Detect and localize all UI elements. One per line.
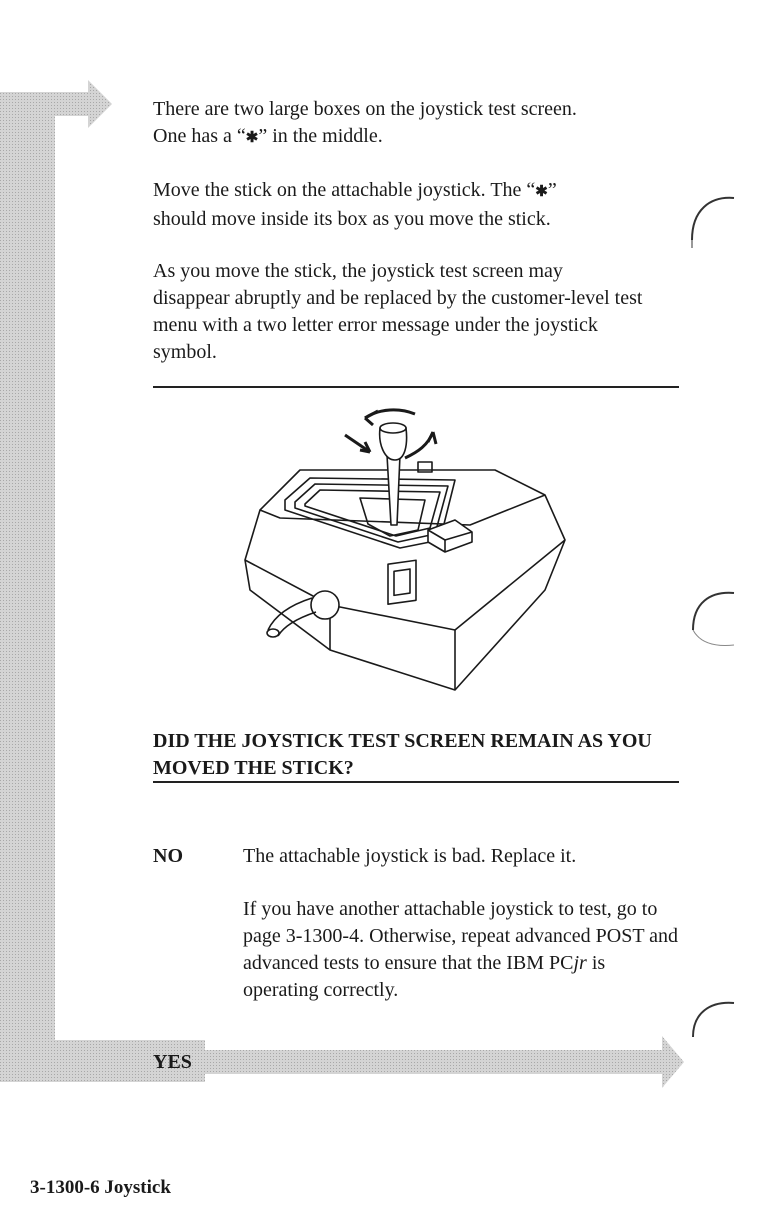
page-footer: 3-1300-6 Joystick	[30, 1177, 171, 1198]
binder-tab-top	[690, 190, 740, 250]
flow-arrow-top	[0, 80, 112, 1082]
joystick-switch	[388, 560, 416, 604]
answer-no-label: NO	[153, 845, 183, 867]
paragraph-error-message: As you move the stick, the joystick test screen may disappear abruptly and be replaced by the customer-level test menu with a two letter error message under the joystick symbol.	[153, 260, 643, 363]
paragraph-boxes: There are two large boxes on the joystick test screen. One has a “✱” in the middle.	[153, 98, 577, 147]
divider-question	[153, 781, 679, 783]
answer-no-text: The attachable joystick is bad. Replace it.	[243, 845, 577, 867]
binder-tab-bottom	[690, 995, 740, 1045]
joystick-illustration	[240, 400, 580, 700]
divider-top	[153, 386, 679, 388]
question-heading: DID THE JOYSTICK TEST SCREEN REMAIN AS YOU MOVED THE STICK?	[153, 730, 652, 779]
paragraph-move-stick: Move the stick on the attachable joystick. The “✱” should move inside its box as you move the stick.	[153, 179, 557, 230]
asterisk-symbol: ✱	[535, 184, 548, 200]
paragraph-boxes-line1: There are two large boxes on the joystick test screen.	[153, 98, 577, 120]
asterisk-symbol: ✱	[245, 130, 259, 146]
answer-no-instructions: If you have another attachable joystick to test, go to page 3-1300-4. Otherwise, repeat advanced POST and advanced tests to ensure that the IBM PCjr is operating correctly.	[243, 898, 679, 1001]
answer-yes-label: YES	[153, 1051, 192, 1073]
binder-tab-middle	[690, 585, 740, 655]
flow-arrow-yes	[0, 1036, 684, 1088]
